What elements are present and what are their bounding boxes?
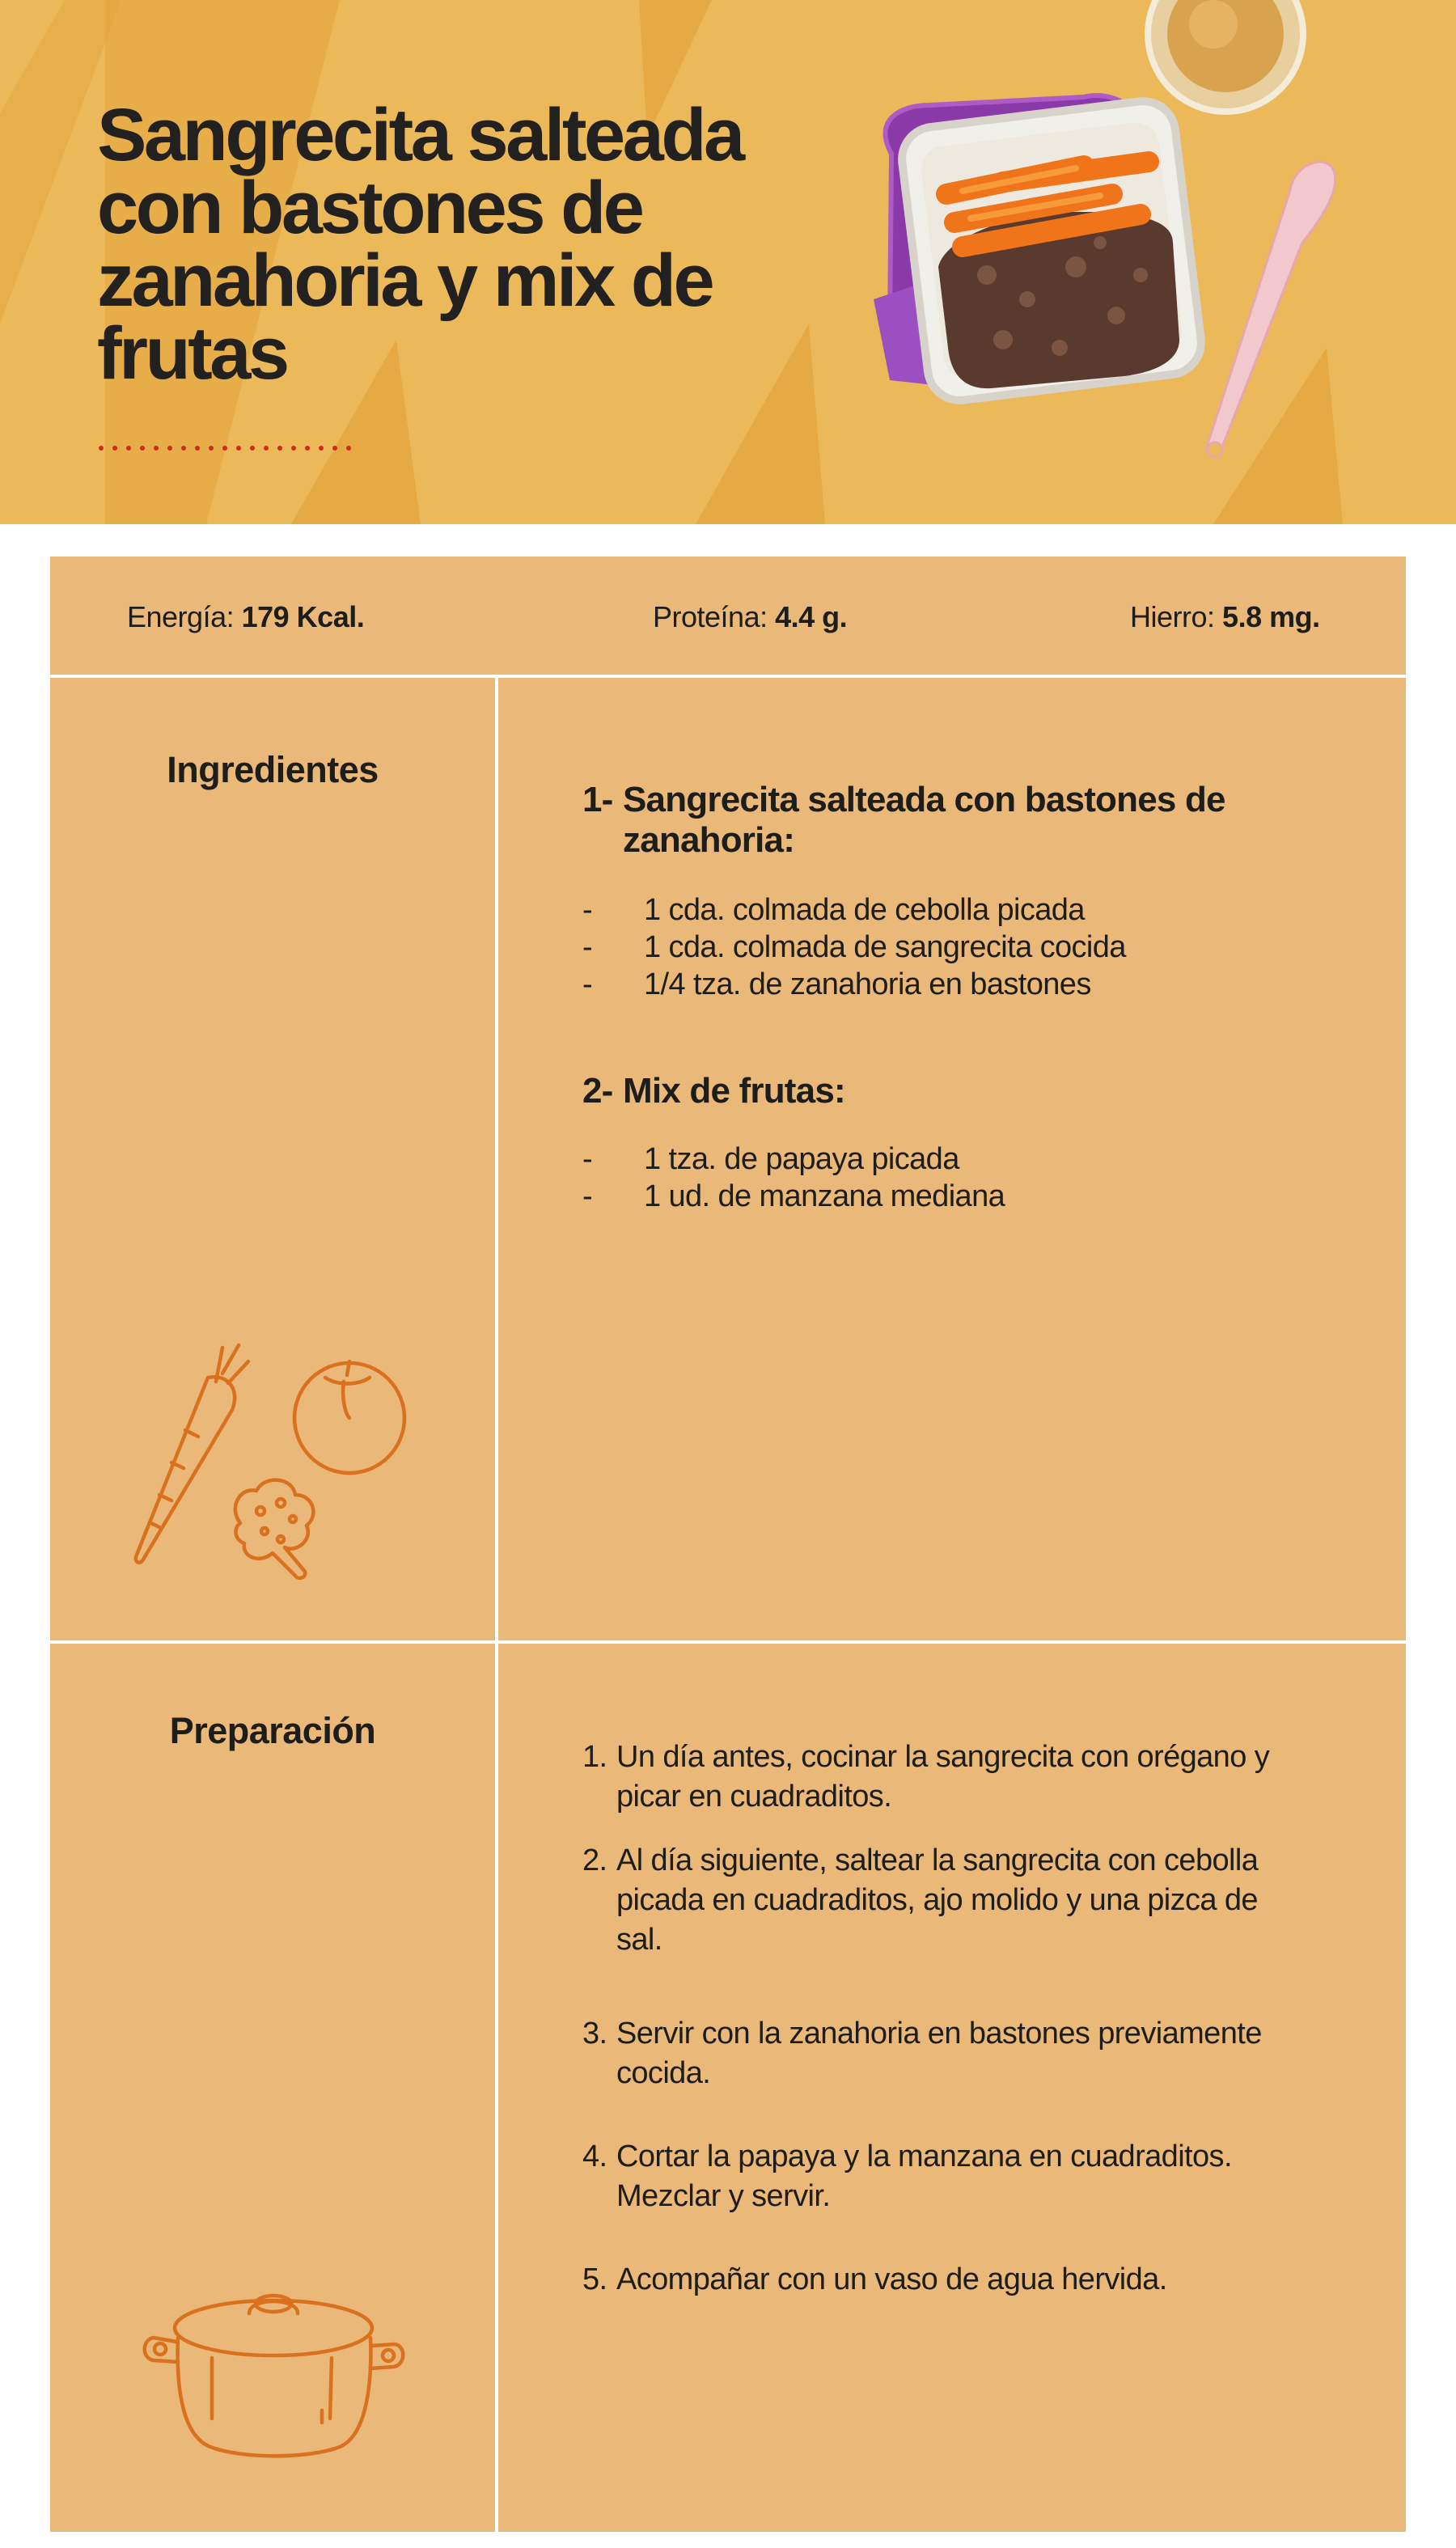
list-item: 1. Un día antes, cocinar la sangrecita con orégano y picar en cuadraditos. bbox=[582, 1740, 1270, 1814]
list-item: 4. Cortar la papaya y la manzana en cuadraditos. Mezclar y servir. bbox=[582, 2140, 1232, 2213]
recipe-title: Sangrecita salteada con bastones de zanahoria y mix de frutas bbox=[97, 94, 743, 395]
list-item: 3. Servir con la zanahoria en bastones previamente cocida. bbox=[582, 2017, 1262, 2090]
list-item: - 1/4 tza. de zanahoria en bastones bbox=[582, 967, 1091, 1001]
cooking-pot-icon bbox=[138, 2281, 413, 2483]
vegetables-icon bbox=[127, 1341, 418, 1584]
ingredient-list bbox=[582, 891, 1391, 1003]
grid-divider bbox=[495, 678, 498, 2532]
preparation-steps bbox=[582, 1737, 1391, 2465]
ingredient-group-title: 2- Mix de frutas: bbox=[582, 1071, 845, 1111]
ingredient-list bbox=[582, 1141, 1391, 1215]
list-item: - 1 tza. de papaya picada bbox=[582, 1142, 959, 1176]
list-item: 2. Al día siguiente, saltear la sangrecita con cebolla picada en cuadraditos, ajo molido y una pizca de sal. bbox=[582, 1843, 1259, 1957]
preparation-heading: Preparación bbox=[169, 1710, 376, 1751]
nutrition-energy: Energía: 179 Kcal. bbox=[127, 600, 365, 633]
preparation-section bbox=[50, 1644, 1406, 2532]
lunchbox-photo bbox=[841, 0, 1375, 524]
food-container-photo bbox=[874, 95, 1204, 404]
ingredient-group-title: 1- Sangrecita salteada con bastones de zanahoria: bbox=[582, 780, 1225, 860]
nutrition-bar bbox=[50, 557, 1406, 675]
nutrition-protein: Proteína: 4.4 g. bbox=[653, 600, 848, 633]
list-item: - 1 ud. de manzana mediana bbox=[582, 1179, 1005, 1213]
nutrition-iron: Hierro: 5.8 mg. bbox=[1130, 600, 1320, 633]
title-dotted-underline bbox=[99, 440, 366, 448]
list-item: - 1 cda. colmada de cebolla picada bbox=[582, 893, 1085, 927]
list-item: 5. Acompañar con un vaso de agua hervida. bbox=[582, 2262, 1167, 2296]
ingredients-heading: Ingredientes bbox=[167, 749, 379, 790]
list-item: - 1 cda. colmada de sangrecita cocida bbox=[582, 930, 1126, 964]
spork-photo bbox=[1207, 162, 1335, 457]
ingredients-content bbox=[582, 780, 1391, 1215]
recipe-header bbox=[0, 0, 1456, 524]
ingredients-section bbox=[50, 678, 1406, 1640]
water-glass-photo bbox=[1148, 0, 1303, 112]
